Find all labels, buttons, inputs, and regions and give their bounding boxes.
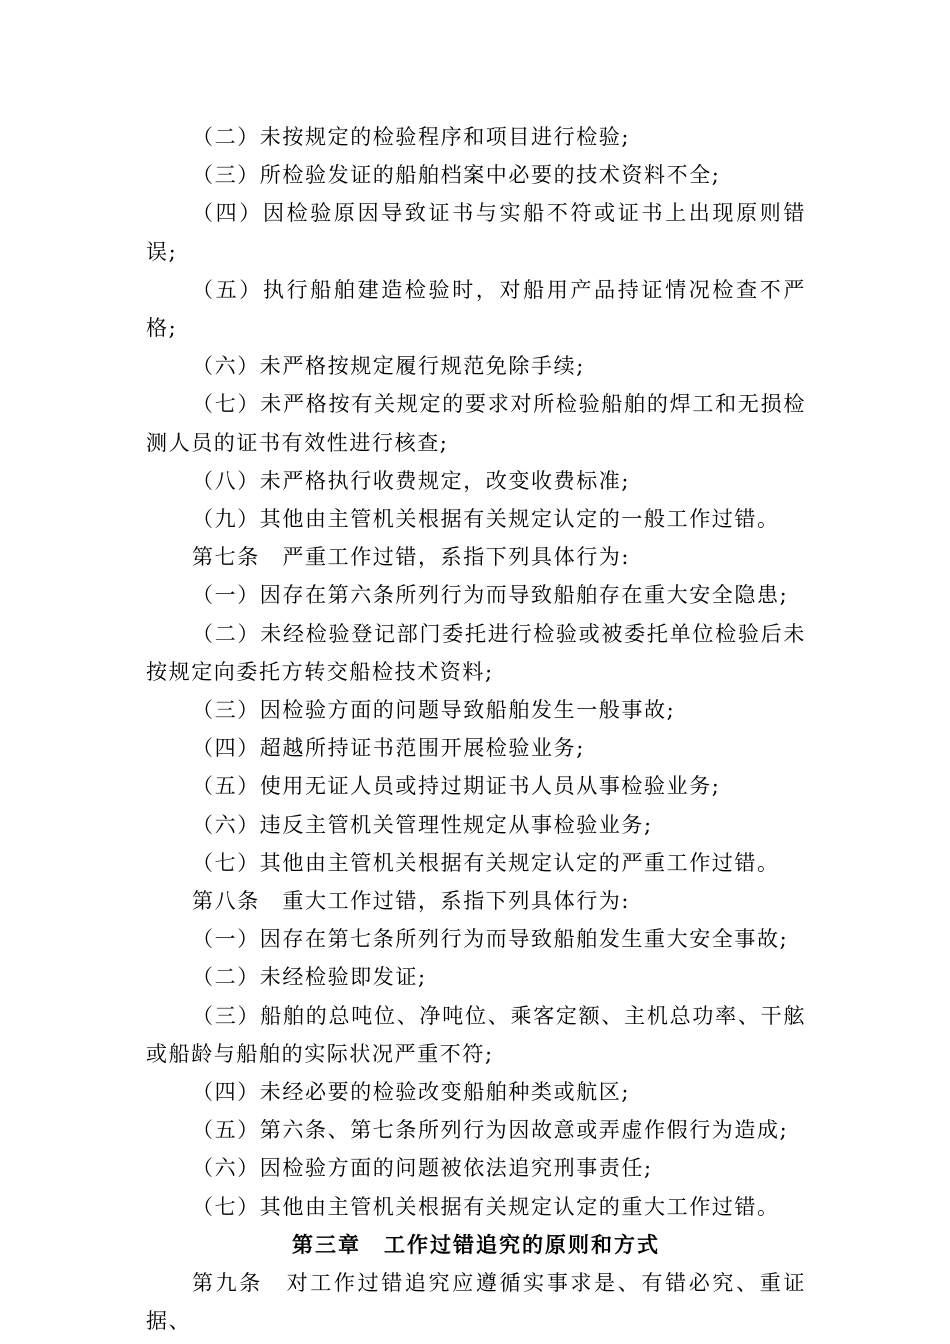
paragraph: （四）因检验原因导致证书与实船不符或证书上出现原则错误; — [146, 201, 806, 264]
paragraph: （二）未经检验即发证; — [192, 965, 427, 990]
paragraph: （六）违反主管机关管理性规定从事检验业务; — [192, 812, 653, 837]
paragraph: （三）船舶的总吨位、净吨位、乘客定额、主机总功率、干舷或船龄与船舶的实际状况严重不符; — [146, 1003, 806, 1066]
paragraph: （二）未经检验登记部门委托进行检验或被委托单位检验后未按规定向委托方转交船检技术资料; — [146, 621, 806, 684]
chapter-heading: 第三章 工作过错追究的原则和方式 — [292, 1232, 660, 1257]
paragraphs-before — [146, 118, 806, 1226]
paragraph: （八）未严格执行收费规定，改变收费标准; — [192, 468, 631, 493]
paragraph: （六）未严格按规定履行规范免除手续; — [192, 354, 585, 379]
paragraph: （四）未经必要的检验改变船舶种类或航区; — [192, 1080, 631, 1105]
document-body — [146, 118, 806, 1341]
paragraph: （七）其他由主管机关根据有关规定认定的重大工作过错。 — [192, 1194, 780, 1219]
paragraph: （五）执行船舶建造检验时，对船用产品持证情况检查不严格; — [146, 277, 806, 341]
paragraph: （一）因存在第六条所列行为而导致船舶存在重大安全隐患; — [192, 583, 789, 608]
paragraph: （五）第六条、第七条所列行为因故意或弄虚作假行为造成; — [192, 1118, 789, 1143]
paragraph: （一）因存在第七条所列行为而导致船舶发生重大安全事故; — [192, 927, 789, 952]
paragraph: （九）其他由主管机关根据有关规定认定的一般工作过错。 — [192, 507, 780, 532]
paragraph: 第七条 严重工作过错，系指下列具体行为: — [192, 545, 631, 570]
paragraph: （五）使用无证人员或持过期证书人员从事检验业务; — [192, 774, 721, 799]
paragraph: 第八条 重大工作过错，系指下列具体行为: — [192, 889, 631, 914]
paragraphs-after — [146, 1264, 806, 1340]
paragraph: （三）因检验方面的问题导致船舶发生一般事故; — [192, 698, 676, 723]
paragraph: （四）超越所持证书范围开展检验业务; — [192, 736, 585, 761]
paragraph: （六）因检验方面的问题被依法追究刑事责任; — [192, 1156, 653, 1181]
paragraph: （七）其他由主管机关根据有关规定认定的严重工作过错。 — [192, 850, 780, 875]
paragraph: （二）未按规定的检验程序和项目进行检验; — [192, 125, 631, 149]
paragraph: （七）未严格按有关规定的要求对所检验船舶的焊工和无损检测人员的证书有效性进行核查; — [146, 392, 806, 455]
paragraph: （三）所检验发证的船舶档案中必要的技术资料不全; — [192, 163, 721, 188]
paragraph: 第九条 对工作过错追究应遵循实事求是、有错必究、重证据、 — [146, 1271, 806, 1334]
